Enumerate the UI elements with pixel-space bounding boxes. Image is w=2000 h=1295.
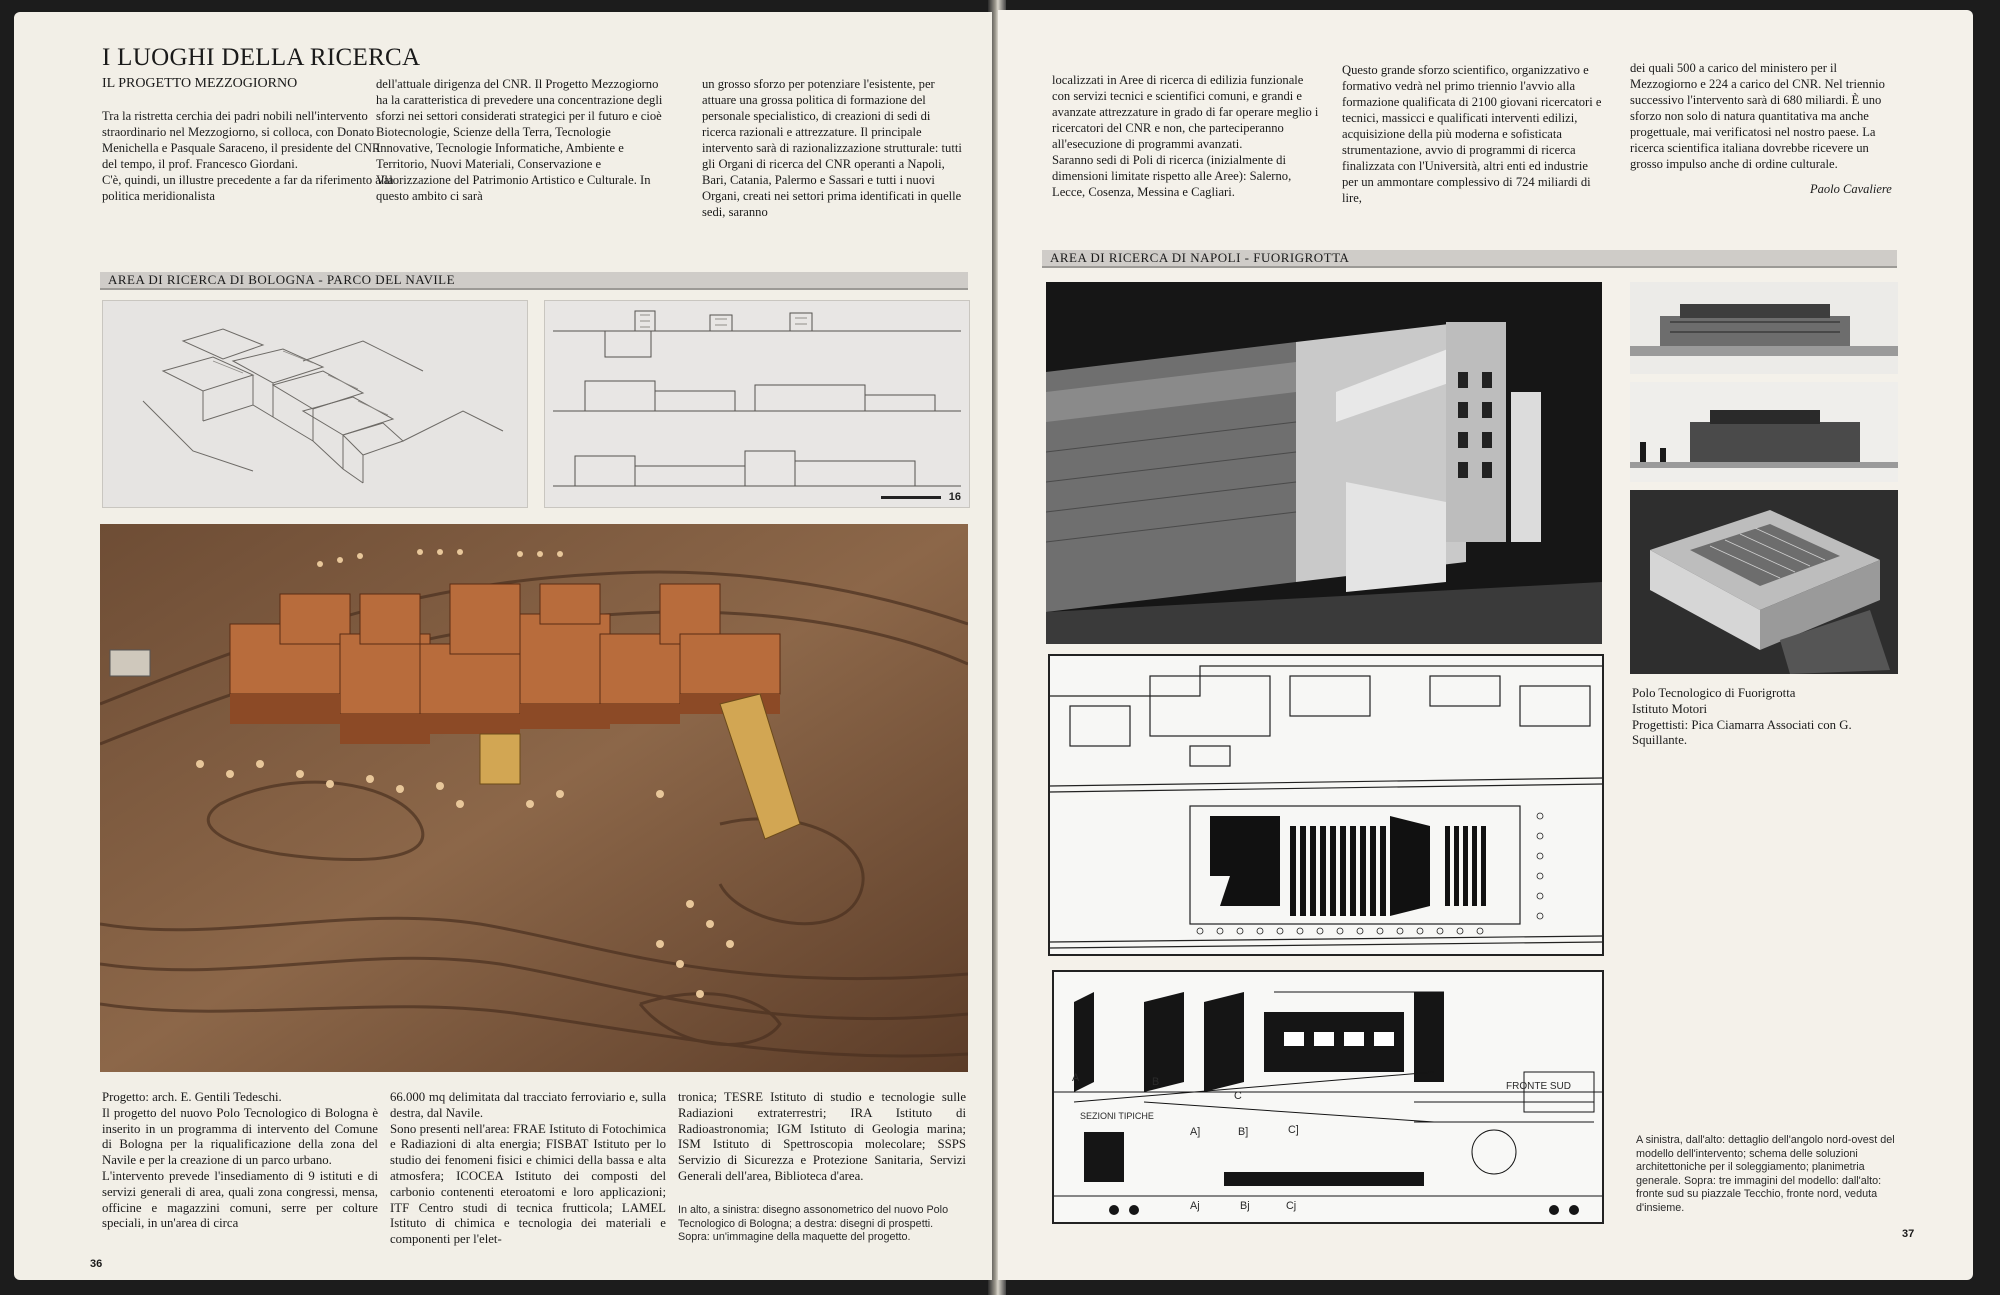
text-column-3: dei quali 500 a carico del ministero per il Mezzogiorno e 224 a carico del CNR. Nel triennio successivo l'intervento sarà di 680 miliardi. È uno sforzo non solo di natura quantitativa ma anche progettuale, mai verificatosi nel nostro paese. La ricerca scientifica italiana dovrebbe ricevere un grosso impulso anche di ordine culturale. [1630, 61, 1885, 171]
label-a: A [1072, 1072, 1080, 1084]
page-number-left: 36 [90, 1258, 103, 1270]
label-front-south: FRONTE SUD [1506, 1081, 1571, 1092]
author-credit: Paolo Cavaliere [1810, 182, 1892, 196]
left-page [14, 12, 992, 1280]
model-photo-south-front [1630, 282, 1898, 374]
photo-note-right: A sinistra, dall'alto: dettaglio dell'angolo nord-ovest del modello dell'intervento; schema delle soluzioni architettoniche per il soleggiamento; planimetria generale. Sopra: tre immagini del modello: dall'alto: fronte sud su piazzale Tecchio, fronte nord, veduta d'insieme. [1636, 1134, 1895, 1214]
model-photo-northwest [1046, 282, 1602, 644]
label-c1: C] [1288, 1124, 1299, 1136]
text-column-1: localizzati in Aree di ricerca di edilizia funzionale con servizi tecnici e scientifici comuni, e grandi e avanzate attrezzature in grado di far operare meglio i ricercatori del CNR e non, che parteciperanno all'esecuzione di programmi avanzati. Saranno sedi di Poli di ricerca (inizialmente di dimensioni limitate rispetto alle Aree): Salerno, Lecce, Cosenza, Messina e Cagliari. [1052, 73, 1319, 199]
label-cj: Cj [1286, 1200, 1297, 1212]
elevation-drawings [544, 300, 970, 508]
caption-column-2: 66.000 mq delimitata dal tracciato ferroviario e, sulla destra, dal Navile. Sono presenti nell'area: FRAE Istituto di Fotochimica e Radiazioni di alta energia; FISBAT Istituto per lo studio dei fenomeni fisici e chimici della bassa e alta atmosfera; ICOCEA Istituto dei composti del carbonio contenenti eteroatomi e loro applicazioni; ITF Centro studi di tecnica frutticola; LAMEL Istituto di chimica e tecnologia dei materiali e componenti per l'elet- [390, 1090, 666, 1247]
intro-column-2: dell'attuale dirigenza del CNR. Il Progetto Mezzogiorno ha la caratteristica di prevedere una concentrazione degli sforzi nei settori considerati strategici per il futuro e cioè Biotecnologie, Scienze della Terra, Tecnologie Innovative, Tecnologie Informatiche, Ambiente e Territorio, Nuovi Materiali, Conservazione e Valorizzazione del Patrimonio Artistico e Culturale. In questo ambito ci sarà [376, 77, 663, 203]
scale-bar [881, 496, 941, 499]
caption-column-1: Progetto: arch. E. Gentili Tedeschi. Il progetto del nuovo Polo Tecnologico di Bologna è inserito in un programma di intervento del Comune di Bologna per la riqualificazione della zona del Navile e per la creazione di un parco urbano. L'intervento prevede l'insediamento di 9 istituti e di servizi generali di area, quali zona congressi, mensa, officine e magazzini comuni, serre per colture speciali, in un'area di circa [102, 1090, 378, 1231]
right-page [998, 10, 1973, 1280]
model-photo-overall [1630, 490, 1898, 674]
label-c: C [1234, 1090, 1242, 1102]
label-b1: B] [1238, 1126, 1249, 1138]
intro-column-3: un grosso sforzo per potenziare l'esistente, per attuare una grossa politica di formazione del personale specialistico, di creazioni di sedi di ricerca razionali e attrezzature. Il principale intervento sarà di razionalizzazione strutturale: tutti gli Organi di ricerca del CNR operanti a Napoli, Bari, Catania, Palermo e Sassari e tutti i nuovi Organi, creati nei settori prima identificati in quelle sedi, saranno [702, 77, 962, 219]
label-aj: Aj [1190, 1200, 1200, 1212]
text-column-2: Questo grande sforzo scientifico, organizzativo e formativo vedrà nel primo triennio l'avvio alla formazione qualificata di 2100 giovani ricercatori e tecnici, massicci e qualificati interventi edilizi, acquisizione della più moderna e sofisticata strumentazione, avvio di programmi di ricerca finalizzata con l'Università, altri enti ed industrie per un ammontare complessivo di 724 miliardi di lire, [1342, 63, 1602, 205]
section-band-bologna: AREA DI RICERCA DI BOLOGNA - PARCO DEL NAVILE [100, 272, 968, 290]
label-b: B [1152, 1076, 1160, 1088]
page-title: I LUOGHI DELLA RICERCA [102, 44, 421, 71]
photo-note-left: In alto, a sinistra: disegno assonometrico del nuovo Polo Tecnologico di Bologna; a destra: disegni di prospetti. Sopra: un'immagine della maquette del progetto. [678, 1204, 949, 1243]
axonometric-drawing [102, 300, 528, 508]
model-photo-north-front [1630, 382, 1898, 482]
caption-column-3: tronica; TESRE Istituto di studio e tecnologie sulle Radiazioni extraterrestri; IRA Istituto di Radioastronomia; IGM Istituto di Geologia marina; ISM Istituto di Spettroscopia molecolare; SSPS Servizio di Sicurezza e Protezione Sanitaria, Servizi Generali dell'area, Biblioteca d'area. [678, 1090, 966, 1183]
model-photograph-bologna [100, 524, 968, 1072]
sunlight-sections-drawing [1052, 970, 1604, 1224]
section-band-napoli: AREA DI RICERCA DI NAPOLI - FUORIGROTTA [1042, 250, 1897, 268]
intro-column-1: Tra la ristretta cerchia dei padri nobili nell'intervento straordinario nel Mezzogiorno, si colloca, con Donato Menichella e Pasquale Saraceno, il presidente del CNR del tempo, il prof. Francesco Giordani. C'è, quindi, un illustre precedente a far da riferimento alla politica meridionalista [102, 109, 394, 203]
label-bj: Bj [1240, 1200, 1250, 1212]
page-number-right: 37 [1902, 1228, 1915, 1240]
label-sections: SEZIONI TIPICHE [1080, 1111, 1154, 1121]
page-subtitle: IL PROGETTO MEZZOGIORNO [102, 76, 298, 91]
project-caption-napoli: Polo Tecnologico di Fuorigrotta Istituto Motori Progettisti: Pica Ciamarra Associati con G. Squillante. [1632, 686, 1852, 748]
label-a1: A] [1190, 1126, 1201, 1138]
scale-bar-label: 16 [948, 491, 961, 503]
site-plan [1048, 654, 1604, 956]
